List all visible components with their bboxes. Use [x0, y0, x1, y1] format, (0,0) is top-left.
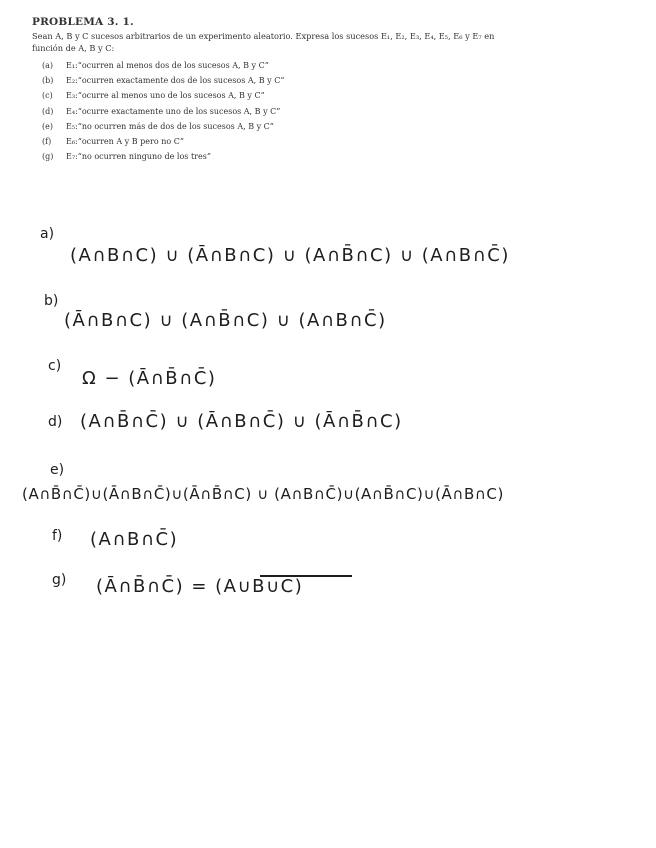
- answer-c-label: c): [48, 358, 62, 374]
- item-label: (d): [42, 106, 54, 116]
- item-text: E₁:“ocurren al menos dos de los sucesos A, B y C”: [66, 61, 269, 70]
- item-text: E₇:“no ocurren ninguno de los tres”: [66, 152, 211, 162]
- problem-items: [32, 58, 622, 164]
- answer-a-label: a): [40, 226, 55, 242]
- answer-f-label: f): [52, 528, 63, 544]
- answer-b-expression: (Ā∩B∩C) ∪ (A∩B̄∩C) ∪ (A∩B∩C̄): [64, 310, 387, 331]
- problem-intro-line2: función de A, B y C:: [32, 43, 115, 53]
- problem-item-g: [42, 149, 622, 164]
- answer-d-label: d): [48, 414, 63, 430]
- problem-item-b: [42, 73, 622, 88]
- problem-item-a: [42, 58, 622, 73]
- item-label: (e): [42, 121, 53, 131]
- answer-g-label: g): [52, 572, 67, 588]
- answer-b-label: b): [44, 293, 59, 309]
- complement-overline: [260, 575, 352, 577]
- problem-item-d: [42, 104, 622, 119]
- answer-g-expression: (Ā∩B̄∩C̄) = (A∪B∪C): [96, 576, 304, 597]
- item-label: (c): [42, 91, 53, 101]
- problem-item-c: [42, 88, 622, 103]
- item-text: E₆:“ocurren A y B pero no C”: [66, 137, 184, 147]
- problem-item-e: [42, 119, 622, 134]
- item-text: E₃:“ocurre al menos uno de los sucesos A, B y C”: [66, 91, 265, 101]
- item-text: E₂:“ocurren exactamente dos de los sucesos A, B y C”: [66, 76, 285, 86]
- item-label: (b): [42, 76, 54, 86]
- item-label: (f): [42, 137, 52, 147]
- item-text: E₅:“no ocurren más de dos de los sucesos A, B y C”: [66, 121, 274, 131]
- answer-c-expression: Ω − (Ā∩B̄∩C̄): [82, 368, 217, 389]
- item-text: E₄:“ocurre exactamente uno de los sucesos A, B y C”: [66, 106, 281, 116]
- answer-e-expression: (A∩B̄∩C̄)∪(Ā∩B∩C̄)∪(Ā∩B̄∩C) ∪ (A∩B∩C̄)∪(A∩B̄∩C)∪(Ā∩B∩C): [22, 485, 504, 503]
- answer-e-label: e): [50, 462, 65, 478]
- problem-intro: [32, 30, 622, 54]
- item-label: (a): [42, 61, 54, 70]
- problem-statement: [32, 16, 622, 164]
- answer-a-expression: (A∩B∩C) ∪ (Ā∩B∩C) ∪ (A∩B̄∩C) ∪ (A∩B∩C̄): [70, 245, 510, 266]
- problem-title: PROBLEMA 3. 1.: [32, 16, 134, 28]
- answer-d-expression: (A∩B̄∩C̄) ∪ (Ā∩B∩C̄) ∪ (Ā∩B̄∩C): [80, 411, 403, 432]
- item-label: (g): [42, 152, 54, 162]
- answer-f-expression: (A∩B∩C̄): [90, 529, 179, 550]
- problem-item-f: [42, 134, 622, 149]
- problem-intro-line1: Sean A, B y C sucesos arbitrarios de un experimento aleatorio. Expresa los sucesos E₁, E₂, E₃, E₄, E₅, E₆ y E₇ en: [32, 31, 495, 41]
